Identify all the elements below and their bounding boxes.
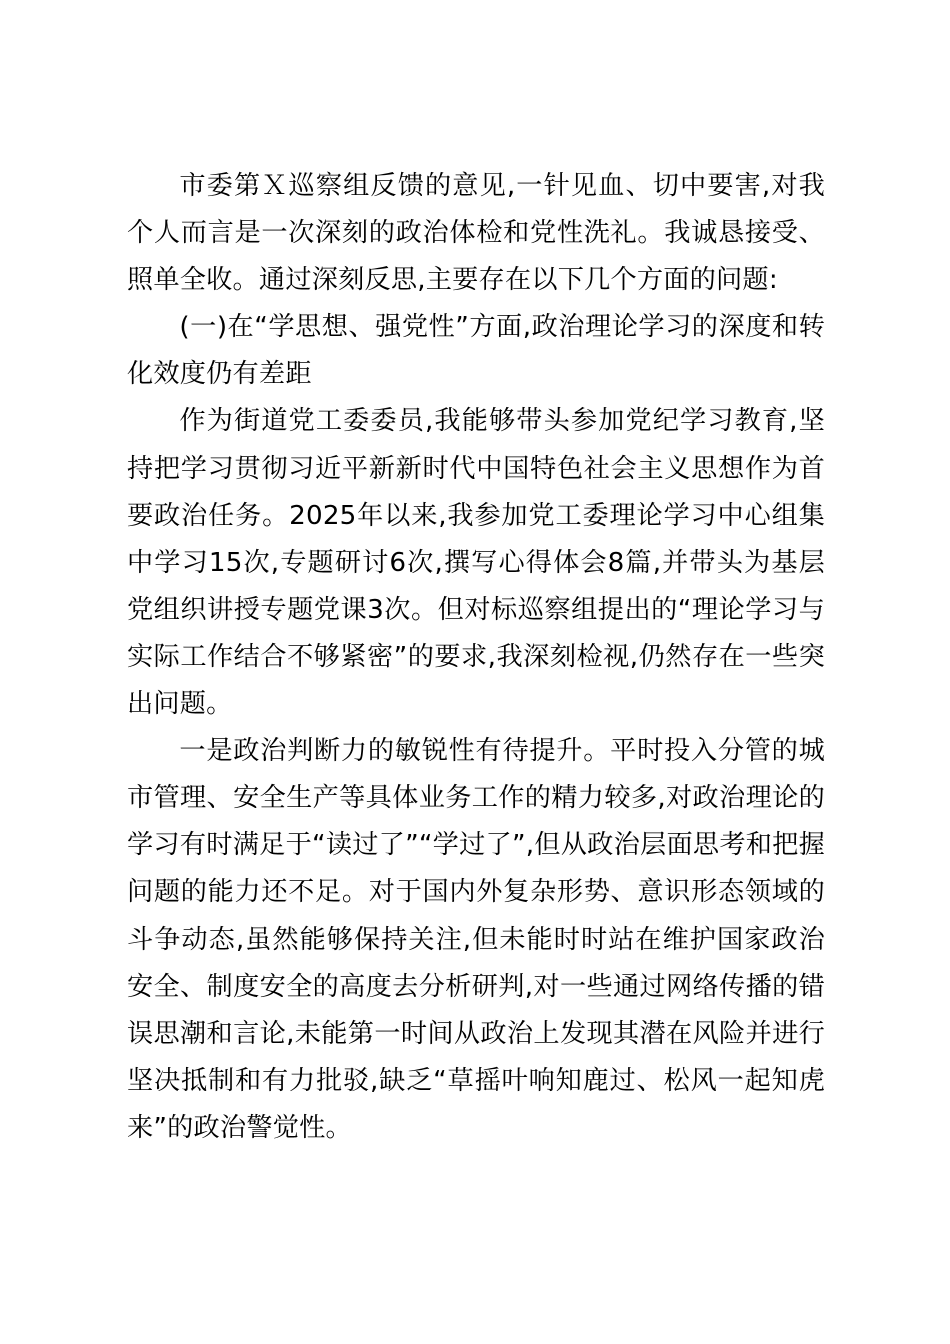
paragraph-political-judgment: 一是政治判断力的敏锐性有待提升。平时投入分管的城市管理、安全生产等具体业务工作的精力较多,对政治理论的学习有时满足于“读过了”“学过了”,但从政治层面思考和把握问题的能力还不足。对于国内外复杂形势、意识形态领域的斗争动态,虽然能够保持关注,但未能时时站在维护国家政治安全、制度安全的高度去分析研判,对一些通过网络传播的错误思潮和言论,未能第一时间从政治上发现其潜在风险并进行坚决抵制和有力批驳,缺乏“草摇叶响知鹿过、松风一起知虎来”的政治警觉性。 [127, 736, 825, 1143]
paragraph-study-summary: 作为街道党工委委员,我能够带头参加党纪学习教育,坚持把学习贯彻习近平新新时代中国特色社会主义思想作为首要政治任务。2025年以来,我参加党工委理论学习中心组集中学习15次,专题研讨6次,撰写心得体会8篇,并带头为基层党组织讲授专题党课3次。但对标巡察组提出的“理论学习与实际工作结合不够紧密”的要求,我深刻检视,仍然存在一些突出问题。 [127, 406, 825, 720]
document-body [127, 163, 825, 1152]
paragraph-intro: 市委第Ｘ巡察组反馈的意见,一针见血、切中要害,对我个人而言是一次深刻的政治体检和党性洗礼。我诚恳接受、照单全收。通过深刻反思,主要存在以下几个方面的问题: [127, 171, 825, 296]
section-heading-1: (一)在“学思想、强党性”方面,政治理论学习的深度和转化效度仍有差距 [127, 312, 825, 390]
